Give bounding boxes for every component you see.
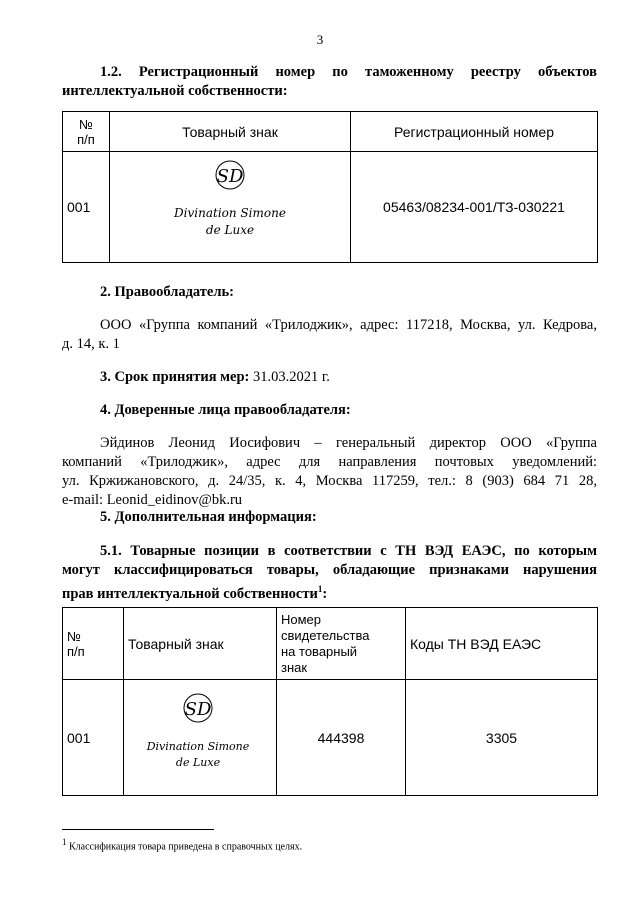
- header-cert-line1: Номер: [281, 611, 322, 627]
- section-5-1-line3-text: прав интеллектуальной собственности: [62, 585, 318, 602]
- section-3-value: 31.03.2021 г.: [253, 369, 330, 385]
- section-4-line3: ул. Кржижановского, д. 24/35, к. 4, Москва 117259, тел.: 8 (903) 684 71 28,: [62, 473, 597, 489]
- trademark-cell: [110, 152, 351, 263]
- table-header-row: [63, 112, 598, 152]
- header-num-line2: п/п: [67, 643, 85, 659]
- header-certificate: [277, 608, 406, 680]
- section-2-text-line2: д. 14, к. 1: [62, 336, 120, 352]
- logo-monogram: SD: [216, 166, 244, 187]
- section-4-line1: Эйдинов Леонид Иосифович – генеральный директор ООО «Группа: [100, 435, 597, 451]
- header-num: [63, 112, 110, 152]
- section-1-2-heading-line1: 1.2. Регистрационный номер по таможенному реестру объектов: [100, 64, 597, 80]
- logo-monogram: SD: [184, 698, 212, 720]
- row-num: 001: [63, 152, 110, 263]
- header-cert-line3: на товарный: [281, 643, 358, 659]
- header-num-line2: п/п: [77, 131, 95, 147]
- section-2-heading: 2. Правообладатель:: [100, 284, 234, 300]
- table-row: [63, 152, 598, 263]
- section-5-heading: 5. Дополнительная информация:: [100, 509, 317, 525]
- footnote-text: Классификация товара приведена в справочных целях.: [69, 841, 303, 853]
- section-5-1-line2: могут классифицироваться товары, обладающие признаками нарушения: [62, 562, 597, 578]
- row-num: 001: [63, 680, 124, 796]
- header-trademark: Товарный знак: [110, 112, 351, 152]
- row-certificate: 444398: [277, 680, 406, 796]
- trademark-logo: [124, 688, 272, 788]
- table-row: [63, 680, 598, 796]
- section-5-1-line3: [62, 580, 327, 604]
- section-4-line4: e-mail: Leonid_eidinov@bk.ru: [62, 492, 243, 508]
- section-3: [100, 368, 330, 387]
- header-num: [63, 608, 124, 680]
- classification-table: [62, 607, 598, 796]
- header-num-line1: №: [79, 116, 93, 132]
- section-5-1-line1: 5.1. Товарные позиции в соответствии с ТН ВЭД ЕАЭС, по которым: [100, 543, 597, 559]
- row-reg-number: 05463/08234-001/ТЗ-030221: [351, 152, 598, 263]
- section-5-1-line3-end: :: [322, 585, 328, 602]
- registration-table: [62, 111, 598, 263]
- section-3-heading: 3. Срок принятия мер:: [100, 369, 250, 385]
- logo-line2: de Luxe: [205, 223, 255, 237]
- logo-line1: Divination Simone: [174, 206, 286, 220]
- header-num-line1: №: [67, 628, 81, 644]
- page-number: 3: [316, 32, 324, 47]
- logo-line2: de Luxe: [175, 755, 221, 769]
- section-4-heading: 4. Доверенные лица правообладателя:: [100, 402, 351, 418]
- section-4-line2: компаний «Трилоджик», адрес для направления почтовых уведомлений:: [62, 454, 597, 470]
- section-1-2-heading-line2: интеллектуальной собственности:: [62, 83, 288, 99]
- trademark-logo: [110, 157, 350, 257]
- footnote-separator: [62, 829, 214, 830]
- trademark-cell: [124, 680, 277, 796]
- header-cert-line4: знак: [281, 659, 308, 675]
- header-codes: Коды ТН ВЭД ЕАЭС: [406, 608, 598, 680]
- footnote: [62, 837, 302, 852]
- header-trademark: Товарный знак: [124, 608, 277, 680]
- footnote-mark: 1: [62, 837, 67, 847]
- row-codes: 3305: [406, 680, 598, 796]
- logo-line1: Divination Simone: [146, 739, 250, 753]
- table-header-row: [63, 608, 598, 680]
- section-2-text-line1: ООО «Группа компаний «Трилоджик», адрес: 117218, Москва, ул. Кедрова,: [100, 317, 597, 333]
- footnote-ref: 1: [317, 584, 323, 594]
- header-cert-line2: свидетельства: [281, 627, 370, 643]
- header-reg-number: Регистрационный номер: [351, 112, 598, 152]
